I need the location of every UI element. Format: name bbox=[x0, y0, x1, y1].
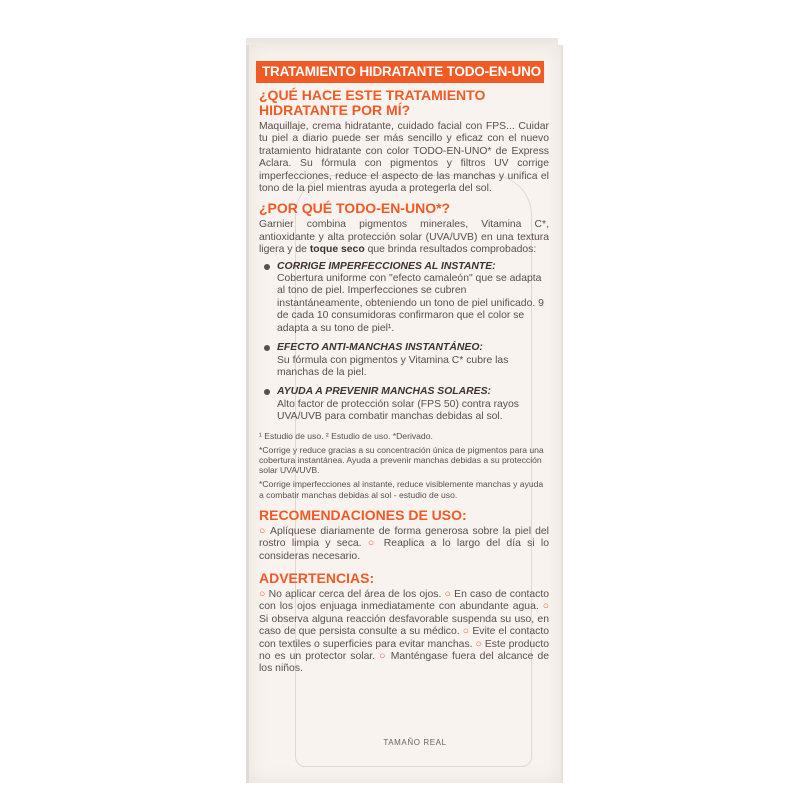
footnote: *Corrige y reduce gracias a su concentración única de pigmentos para una cobertura instantánea. Ayuda a prevenir manchas debidas a su protección solar UVA/UVB. bbox=[259, 444, 544, 476]
body-why-bold: toque seco bbox=[309, 244, 365, 256]
section-heading-warnings: ADVERTENCIAS: bbox=[259, 569, 375, 586]
bullet-circle-icon: ○ bbox=[367, 538, 378, 550]
benefit-item bbox=[277, 386, 549, 423]
bullet-circle-icon: ○ bbox=[462, 626, 470, 638]
section-heading-what: ¿QUÉ HACE ESTE TRATAMIENTO HIDRATANTE POR MÍ? bbox=[259, 87, 486, 118]
section-body-warnings bbox=[259, 589, 549, 676]
benefit-item bbox=[277, 342, 549, 379]
warning-item: Evite el contacto con textiles o superficies para evitar manchas. bbox=[259, 626, 550, 650]
box-text-content bbox=[259, 86, 549, 680]
size-label: TAMAÑO REAL bbox=[383, 738, 447, 747]
benefits-list bbox=[259, 261, 549, 424]
section-body-usage bbox=[259, 526, 549, 563]
body-why-part-a: Garnier combina pigmentos minerales, Vitamina C*, antioxidante y alta protección solar (UVA/UVB) en una textura ligera y de bbox=[259, 219, 549, 256]
benefit-title: CORRIGE IMPERFECCIONES AL INSTANTE: bbox=[277, 260, 496, 272]
usage-item: Reaplica a lo largo del día si lo consideras necesario. bbox=[259, 538, 550, 562]
benefit-text: Alto factor de protección solar (FPS 50) contra rayos UVA/UVB para combatir manchas debidas al sol. bbox=[277, 398, 519, 423]
section-heading-why: ¿POR QUÉ TODO-EN-UNO*? bbox=[259, 200, 451, 217]
benefit-text: Cobertura uniforme con "efecto camaleón" que se adapta al tono de piel. Imperfecciones se cubren instantáneamente, obteniendo un tono de piel unificado. 9 de cada 10 consumidoras confirmaron que el color se adapta a su tono de piel¹. bbox=[277, 273, 544, 334]
body-why-part-b: que brinda resultados comprobados: bbox=[364, 244, 537, 256]
benefit-title: AYUDA A PREVENIR MANCHAS SOLARES: bbox=[277, 386, 491, 398]
section-body-what: Maquillaje, crema hidratante, cuidado facial con FPS... Cuidar tu piel a diario puede ser más sencillo y eficaz con el nuevo tratamiento hidratante con color TODO-EN-UNO* de Express Aclara. Su fórmula con pigmentos y filtros UV corrige imperfecciones, reduce el aspecto de las manchas y unifica el tono de la piel mientras ayuda a protegerla del sol. bbox=[259, 121, 549, 195]
bullet-circle-icon: ○ bbox=[475, 638, 482, 650]
footnote: *Corrige imperfecciones al instante, reduce visiblemente manchas y ayuda a combatir manchas debidas al sol - estudio de uso. bbox=[259, 479, 544, 500]
benefit-item bbox=[277, 261, 549, 335]
section-heading-usage: RECOMENDACIONES DE USO: bbox=[259, 506, 467, 523]
warning-item: No aplicar cerca del área de los ojos. bbox=[268, 588, 442, 600]
warning-item: Este producto no es un protector solar. bbox=[259, 638, 550, 662]
bullet-circle-icon: ○ bbox=[379, 651, 387, 662]
bullet-circle-icon: ○ bbox=[444, 588, 452, 600]
warning-item: Si observa alguna reacción desfavorable suspenda su uso, en caso de que persista consulte a su médico. bbox=[259, 613, 549, 638]
banner-title: TRATAMIENTO HIDRATANTE TODO-EN-UNO bbox=[256, 61, 544, 83]
section-body-why bbox=[259, 219, 549, 256]
benefit-text: Su fórmula con pigmentos y Vitamina C* cubre las manchas de la piel. bbox=[277, 354, 509, 378]
bullet-circle-icon: ○ bbox=[542, 601, 549, 613]
usage-item: Aplíquese diariamente de forma generosa sobre la piel del rostro limpia y seca. bbox=[259, 525, 549, 550]
warning-item: Manténgase fuera del alcance de los niños. bbox=[259, 651, 550, 675]
benefit-title: EFECTO ANTI-MANCHAS INSTANTÁNEO: bbox=[277, 342, 483, 354]
bullet-circle-icon: ○ bbox=[259, 588, 266, 600]
bullet-circle-icon: ○ bbox=[259, 525, 267, 537]
footnote: ¹ Estudio de uso. ² Estudio de uso. *Derivado. bbox=[259, 430, 433, 441]
warning-item: En caso de contacto con los ojos enjuaga inmediatamente con abundante agua. bbox=[259, 588, 550, 613]
